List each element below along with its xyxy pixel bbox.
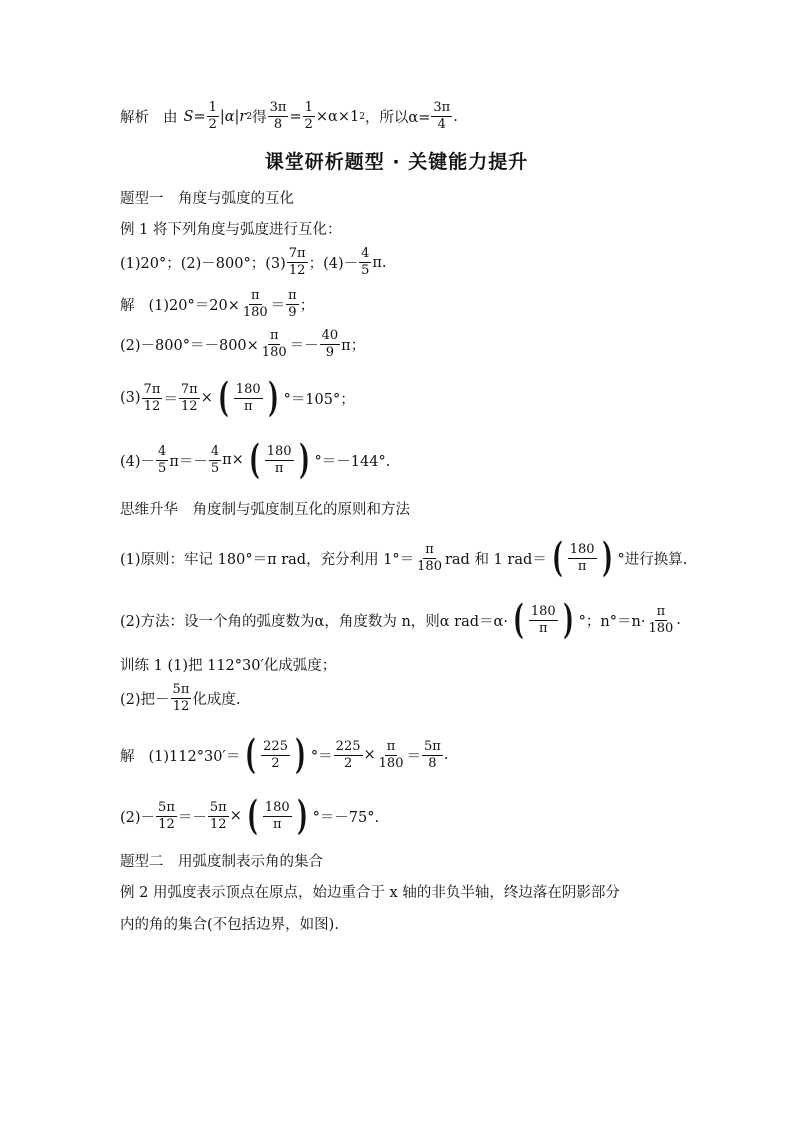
text: (2)－800°＝－800× [120,338,259,354]
text: ；(4)－ [308,256,359,272]
text: ＝－ [289,338,319,354]
parenthesis-group: ( $\frac{180}{\pi}$ ) [247,792,308,839]
text: (2)方法：设一个角的弧度数为α，角度数为 n，则α rad＝α· [120,613,508,630]
text: ，所以α= [364,110,431,126]
type2-heading: 题型二 用弧度制表示角的集合 [120,854,323,870]
analysis-line [120,100,458,133]
text: 得 [252,110,267,126]
text: (1)20°；(2)－800°；(3) [120,256,286,272]
example1-items [120,246,387,279]
text: |α|r [219,108,247,125]
text: rad 和 1 rad＝ [444,551,547,568]
fraction: $\frac{5\pi}{12}$ [172,682,190,714]
text: . [676,612,681,628]
fraction: $\frac{4}{5}$ [361,246,370,278]
fraction: $\frac{1}{2}$ [304,100,313,132]
text: × [229,808,242,824]
text: (4)－ [120,453,156,470]
fraction: $\frac{7\pi}{12}$ [288,246,306,278]
fraction: $\frac{5\pi}{12}$ [158,799,175,832]
text: = [289,108,302,125]
text: π； [341,338,366,354]
analysis-label: 解析 [120,110,149,126]
solution1-step4 [120,436,391,483]
fraction: $\frac{\pi}{180}$ [417,541,442,574]
text: °＝105°； [283,391,355,408]
section-title: 课堂研析题型 · 关键能力提升 [264,151,529,173]
fraction: $\frac{5\pi}{8}$ [423,738,441,771]
text: = [193,108,206,125]
text: 2 [246,111,253,122]
parenthesis-group: ( $\frac{225}{2}$ ) [245,731,306,778]
text: ＝ [163,391,178,408]
fraction: $\frac{40}{9}$ [321,328,339,360]
solution-label: 解 [120,748,135,765]
parenthesis-group: ( $\frac{180}{\pi}$ ) [249,436,310,483]
fraction: $\frac{\pi}{180}$ [242,288,268,320]
text: . [453,108,458,125]
solution2-step2 [120,792,380,839]
text: (1)112°30′＝ [148,748,241,765]
fraction: $\frac{225}{2}$ [335,738,361,771]
fraction: $\frac{5\pi}{12}$ [209,799,227,832]
solution1-step3 [120,374,355,421]
parenthesis-group: ( $\frac{180}{\pi}$ ) [552,534,613,581]
example2-line1: 例 2 用弧度表示顶点在原点，始边重合于 x 轴的非负半轴，终边落在阴影部分 [120,885,620,901]
text: × [363,747,376,763]
fraction: $\frac{4}{5}$ [210,443,220,476]
fraction: $\frac{3\pi}{4}$ [433,100,451,132]
solution2-step1 [120,731,449,778]
text: °＝ [310,748,333,765]
text: 由 [163,110,178,126]
example2-line2: 内的角的集合(不包括边界，如图). [120,917,339,933]
text: (1)原则：牢记 180°＝π rad，充分利用 1°＝ [120,551,415,568]
fraction: $\frac{7\pi}{12}$ [180,381,198,414]
rule2-line [120,596,681,643]
text: ＝ [270,298,286,314]
text: °＝－144°. [314,453,391,470]
text: . [443,747,449,763]
fraction: $\frac{7\pi}{12}$ [143,381,161,414]
text: π. [372,254,387,271]
text: °＝－75°. [312,809,380,826]
solution1-step2 [120,328,365,361]
training1-part1: 训练 1 (1)把 112°30′化成弧度； [120,658,337,674]
solution-label: 解 [120,298,135,314]
text: 2 [359,111,365,122]
text: π× [222,452,244,468]
text: ； [299,298,315,314]
fraction: $\frac{3\pi}{8}$ [269,100,287,132]
rule1-line [120,534,688,581]
text: ＝ [406,748,421,765]
text: π＝－ [169,453,208,470]
text: S [183,108,194,125]
text: ×α×1 [315,108,360,125]
fraction: $\frac{1}{2}$ [208,100,217,132]
training1-part2 [120,682,240,715]
text: (1)20°＝20× [148,298,240,314]
solution1-step1 [120,288,314,321]
text: °进行换算. [617,551,688,568]
fraction: $\frac{\pi}{180}$ [378,738,404,771]
text: (3) [120,390,141,406]
fraction: $\frac{4}{5}$ [158,443,167,476]
fraction: $\frac{\pi}{180}$ [261,328,287,360]
text: (2)－ [120,809,156,826]
text: °；n°＝n· [578,613,646,630]
type1-heading: 题型一 角度与弧度的互化 [120,191,294,207]
text: (2)把－ [120,692,170,708]
parenthesis-group: ( $\frac{180}{\pi}$ ) [513,596,574,643]
text: ＝－ [177,809,207,826]
text: × [200,390,213,406]
parenthesis-group: ( $\frac{180}{\pi}$ ) [218,374,279,421]
text: 化成度. [192,692,241,708]
thinking-heading: 思维升华 角度制与弧度制互化的原则和方法 [120,502,410,518]
fraction: $\frac{\pi}{9}$ [288,288,297,320]
fraction: $\frac{\pi}{180}$ [648,603,674,636]
example1-prompt: 例 1 将下列角度与弧度进行互化： [120,222,342,238]
